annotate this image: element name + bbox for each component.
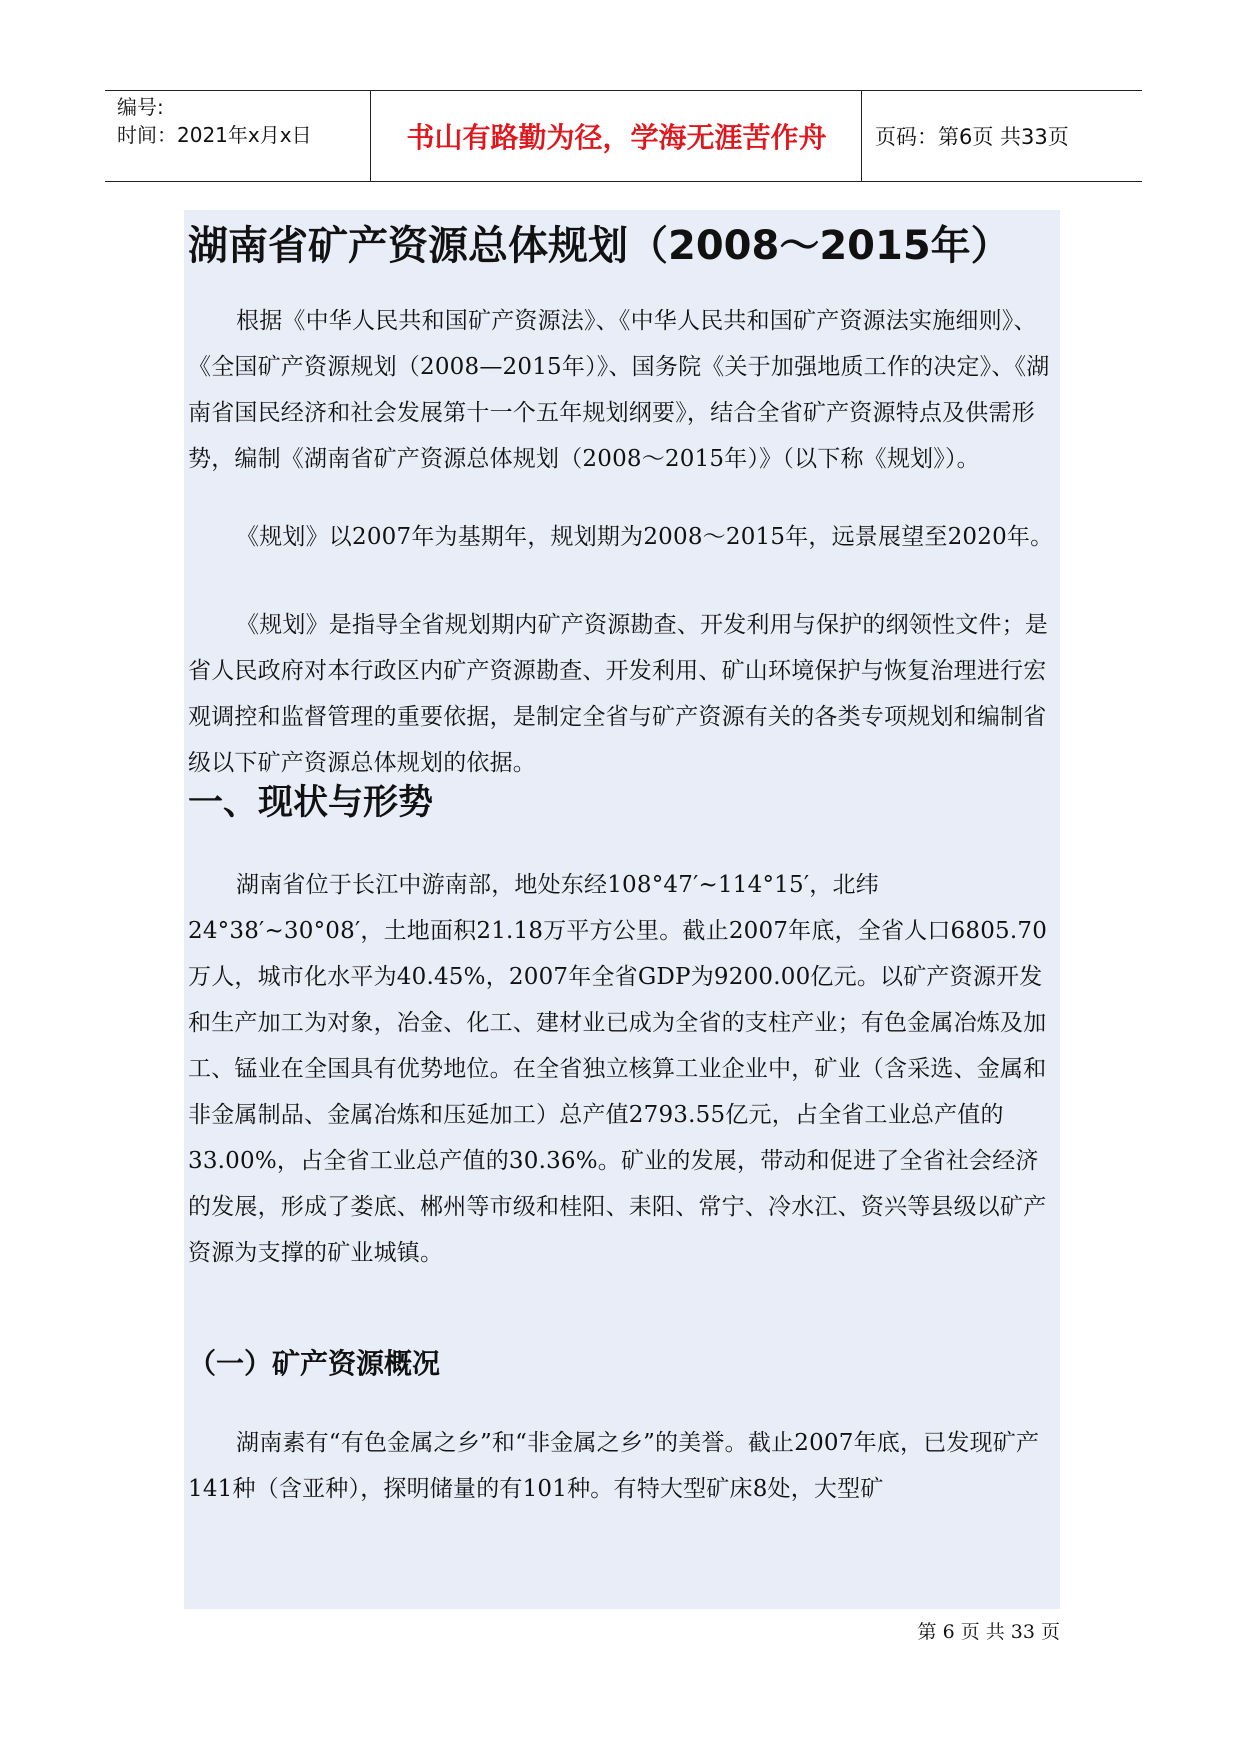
- header-meta: [117, 93, 367, 149]
- header-divider: [861, 91, 862, 181]
- page-header: [105, 90, 1142, 182]
- section-heading: 一、现状与形势: [188, 783, 434, 823]
- subsection-heading: （一）矿产资源概况: [188, 1347, 441, 1380]
- intro-paragraph-1: 根据《中华人民共和国矿产资源法》、《中华人民共和国矿产资源法实施细则》、《全国矿产资源规划（2008—2015年）》、国务院《关于加强地质工作的决定》、《湖南省国民经济和社会发展第十一个五年规划纲要》，结合全省矿产资源特点及供需形势，编制《湖南省矿产资源总体规划（2008～2015年）》（以下称《规划》）。: [188, 308, 1050, 472]
- intro-paragraph-3: 《规划》是指导全省规划期内矿产资源勘查、开发利用与保护的纲领性文件；是省人民政府对本行政区内矿产资源勘查、开发利用、矿山环境保护与恢复治理进行宏观调控和监督管理的重要依据，是制定全省与矿产资源有关的各类专项规划和编制省级以下矿产资源总体规划的依据。: [188, 612, 1048, 776]
- header-motto: 书山有路勤为径，学海无涯苦作舟: [406, 121, 827, 154]
- intro-paragraph-2: 《规划》以2007年为基期年，规划期为2008～2015年，远景展望至2020年。: [236, 524, 1054, 550]
- document-number-label: 编号:: [117, 95, 164, 119]
- document-title: 湖南省矿产资源总体规划（2008～2015年）: [188, 223, 1011, 269]
- document-body: [184, 210, 1060, 1609]
- header-page-number: 页码：第6页 共33页: [875, 125, 1069, 149]
- section-paragraph: 湖南省位于长江中游南部，地处东经108°47′~114°15′，北纬24°38′~30°08′，土地面积21.18万平方公里。截止2007年底，全省人口6805.70万人，城市化水平为40.45%，2007年全省GDP为9200.00亿元。以矿产资源开发和生产加工为对象，冶金、化工、建材业已成为全省的支柱产业；有色金属冶炼及加工、锰业在全国具有优势地位。在全省独立核算工业企业中，矿业（含采选、金属和非金属制品、金属冶炼和压延加工）总产值2793.55亿元，占全省工业总产值的33.00%，占全省工业总产值的30.36%。矿业的发展，带动和促进了全省社会经济的发展，形成了娄底、郴州等市级和桂阳、耒阳、常宁、冷水江、资兴等县级以矿产资源为支撑的矿业城镇。: [188, 872, 1048, 1266]
- page-footer: 第 6 页 共 33 页: [917, 1621, 1060, 1643]
- document-time-label: 时间：2021年x月x日: [117, 123, 312, 147]
- subsection-paragraph: 湖南素有“有色金属之乡”和“非金属之乡”的美誉。截止2007年底，已发现矿产141种（含亚种），探明储量的有101种。有特大型矿床8处，大型矿: [188, 1430, 1040, 1502]
- header-divider: [370, 91, 371, 181]
